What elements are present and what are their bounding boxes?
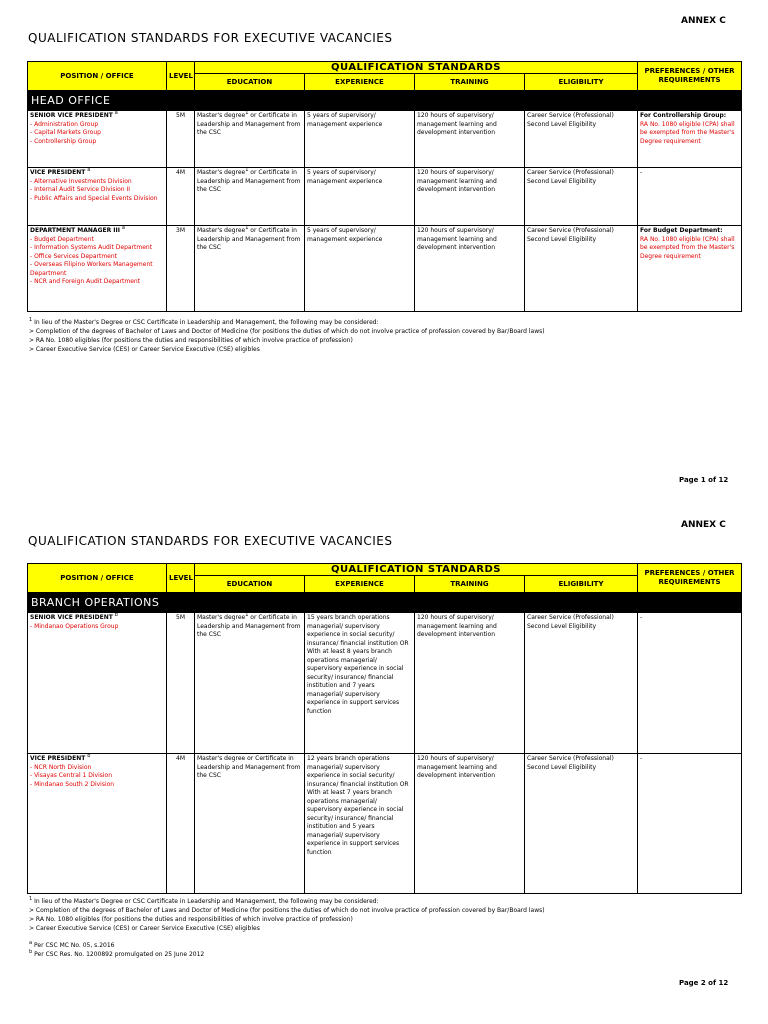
education-cell: Master's degree$^1$ or Certificate in Leadership and Management from the CSC: [195, 226, 305, 312]
preference-title: For Budget Department:: [640, 227, 723, 234]
level-cell: 4M: [167, 168, 195, 226]
training-cell: 120 hours of supervisory/ management learning and development intervention: [415, 168, 525, 226]
header-eligibility: ELIGIBILITY: [525, 74, 638, 91]
position-title: VICE PRESIDENT: [30, 755, 86, 762]
footnote-item: > Completion of the degrees of Bachelor of Laws and Doctor of Medicine (for positions the duties of which do not involve practice of profession covered by Bar/Board laws): [29, 328, 545, 335]
preference-title: -: [640, 169, 643, 176]
footnote-intro: In lieu of the Master's Degree or CSC Certificate in Leadership and Management, the following may be considered:: [34, 319, 379, 326]
eligibility-cell: Career Service (Professional) Second Level Eligibility: [525, 226, 638, 312]
preferences-cell: [638, 168, 742, 226]
header-experience: EXPERIENCE: [305, 576, 415, 593]
preference-title: For Controllership Group:: [640, 112, 727, 119]
footnote-marker: b: [87, 753, 91, 759]
footnote-item: > RA No. 1080 eligibles (for positions the duties and responsibilities of which involve practice of profession): [29, 916, 353, 923]
header-preferences: PREFERENCES / OTHER REQUIREMENTS: [638, 62, 742, 91]
header-level: LEVEL: [167, 62, 195, 91]
preferences-cell: -: [638, 754, 742, 894]
experience-cell: 15 years branch operations managerial/ supervisory experience in social security/ insurance/ financial institution OR With at least 8 years branch operations managerial/ supervisory experience in social security/ insurance/ financial institution and 7 years managerial/ supervisory experience in support services function: [305, 613, 415, 754]
position-cell: [28, 168, 167, 226]
position-title: DEPARTMENT MANAGER III: [30, 227, 120, 234]
footnote-marker: a: [114, 110, 118, 116]
training-cell: 120 hours of supervisory/ management learning and development intervention: [415, 111, 525, 168]
footnote-item: > RA No. 1080 eligibles (for positions the duties and responsibilities of which involve practice of profession): [29, 337, 353, 344]
education-cell: Master's degree or Certificate in Leadership and Management from the CSC: [195, 754, 305, 894]
qualification-table: [27, 61, 742, 312]
footnote-marker: 1: [245, 167, 249, 173]
preferences-cell: [638, 226, 742, 312]
position-cell: [28, 613, 167, 754]
education-cell: Master's degree$^1$ or Certificate in Leadership and Management from the CSC: [195, 111, 305, 168]
office-item: - Visayas Central 1 Division: [30, 772, 113, 779]
eligibility-cell: Career Service (Professional) Second Level Eligibility: [525, 613, 638, 754]
footnote-marker: a: [121, 225, 125, 231]
level-cell: 3M: [167, 226, 195, 312]
header-education: EDUCATION: [195, 74, 305, 91]
footnotes: $^1$ In lieu of the Master's Degree or CSC Certificate in Leadership and Management, the following may be considered: > Completion of the degrees of Bachelor of Laws and Doctor of Medicine (for positions the duties of which do not involve practice of profession covered by Bar/Board laws) > RA No. 1080 eligibles (for positions the duties and responsibilities of which involve practice of profession) > Career Executive Service (CES) or Career Service Executive (CSE) eligibles: [29, 897, 729, 933]
table-row: [28, 226, 742, 312]
training-cell: 120 hours of supervisory/ management learning and development intervention: [415, 226, 525, 312]
header-qualification-standards: QUALIFICATION STANDARDS: [195, 564, 638, 576]
header-experience: EXPERIENCE: [305, 74, 415, 91]
annex-label: ANNEX C: [681, 16, 726, 26]
eligibility-cell: Career Service (Professional) Second Level Eligibility: [525, 168, 638, 226]
header-education: EDUCATION: [195, 576, 305, 593]
level-cell: 4M: [167, 754, 195, 894]
table-row: [28, 111, 742, 168]
position-title: SENIOR VICE PRESIDENT: [30, 112, 113, 119]
office-item: - Administration Group: [30, 120, 99, 128]
qualification-table: [27, 563, 742, 894]
footnote-marker: 1: [245, 225, 249, 231]
section-branch-operations: BRANCH OPERATIONS: [28, 593, 742, 613]
footnote-marker: 1: [245, 612, 249, 618]
header-training: TRAINING: [415, 74, 525, 91]
source-note-a: Per CSC MC No. 05, s.2016: [34, 942, 115, 949]
page-number: Page 2 of 12: [679, 979, 729, 987]
footnote-item: > Career Executive Service (CES) or Career Service Executive (CSE) eligibles: [29, 346, 260, 353]
footnote-item: > Career Executive Service (CES) or Career Service Executive (CSE) eligibles: [29, 925, 260, 932]
footnote-item: > Completion of the degrees of Bachelor of Laws and Doctor of Medicine (for positions the duties of which do not involve practice of profession covered by Bar/Board laws): [29, 907, 545, 914]
office-item: - NCR and Foreign Audit Department: [30, 278, 141, 285]
position-title: VICE PRESIDENT: [30, 169, 86, 176]
header-preferences: PREFERENCES / OTHER REQUIREMENTS: [638, 564, 742, 593]
header-position: POSITION / OFFICE: [28, 564, 167, 593]
office-item: - Budget Department: [30, 235, 94, 243]
footnote-marker: 1: [245, 110, 249, 116]
experience-cell: 5 years of supervisory/ management experience: [305, 111, 415, 168]
table-row: [28, 613, 742, 754]
footnote-marker: a: [87, 167, 91, 173]
position-cell: [28, 111, 167, 168]
header-qualification-standards: QUALIFICATION STANDARDS: [195, 62, 638, 74]
header-position: POSITION / OFFICE: [28, 62, 167, 91]
position-cell: [28, 226, 167, 312]
training-cell: 120 hours of supervisory/ management learning and development intervention: [415, 613, 525, 754]
source-note-b: Per CSC Res. No. 1200892 promulgated on 25 June 2012: [34, 951, 205, 958]
office-item: - Internal Audit Service Division II: [30, 186, 131, 193]
education-cell: Master's degree$^1$ or Certificate in Leadership and Management from the CSC: [195, 613, 305, 754]
header-level: LEVEL: [167, 564, 195, 593]
preference-text: RA No. 1080 eligible (CPA) shall be exempted from the Master's Degree requirement: [640, 235, 735, 260]
office-item: - Mindanao Operations Group: [30, 622, 119, 630]
eligibility-cell: Career Service (Professional) Second Level Eligibility: [525, 111, 638, 168]
page-title: QUALIFICATION STANDARDS FOR EXECUTIVE VACANCIES: [28, 31, 393, 45]
annex-label: ANNEX C: [681, 520, 726, 530]
office-item: - Capital Markets Group: [30, 129, 101, 136]
source-notes: $^a$ Per CSC MC No. 05, s.2016 $^b$ Per CSC Res. No. 1200892 promulgated on 25 June 2012: [29, 940, 205, 958]
preferences-cell: -: [638, 613, 742, 754]
position-cell: [28, 754, 167, 894]
office-item: - Mindanao South 2 Division: [30, 780, 115, 788]
office-item: - Public Affairs and Special Events Division: [30, 194, 158, 202]
experience-cell: 12 years branch operations managerial/ supervisory experience in social security/ insurance/ financial institution OR With at least 7 years branch operations managerial/ supervisory experience in social security/ insurance/ financial institution and 5 years managerial/ supervisory experience in support services function: [305, 754, 415, 894]
level-cell: 5M: [167, 111, 195, 168]
position-title: SENIOR VICE PRESIDENT: [30, 614, 113, 621]
header-eligibility: ELIGIBILITY: [525, 576, 638, 593]
footnotes: $^1$ In lieu of the Master's Degree or CSC Certificate in Leadership and Management, the following may be considered: > Completion of the degrees of Bachelor of Laws and Doctor of Medicine (for positions the duties of which do not involve practice of profession covered by Bar/Board laws) > RA No. 1080 eligibles (for positions the duties and responsibilities of which involve practice of profession) > Career Executive Service (CES) or Career Service Executive (CSE) eligibles: [29, 318, 729, 354]
preference-text: RA No. 1080 eligible (CPA) shall be exempted from the Master's Degree requirement: [640, 120, 735, 145]
preferences-cell: [638, 111, 742, 168]
training-cell: 120 hours of supervisory/ management learning and development intervention: [415, 754, 525, 894]
office-item: - Office Services Department: [30, 252, 118, 260]
table-row: [28, 168, 742, 226]
section-head-office: HEAD OFFICE: [28, 91, 742, 111]
footnote-marker: b: [114, 612, 118, 618]
eligibility-cell: Career Service (Professional) Second Level Eligibility: [525, 754, 638, 894]
table-row: [28, 754, 742, 894]
level-cell: 5M: [167, 613, 195, 754]
page-title: QUALIFICATION STANDARDS FOR EXECUTIVE VACANCIES: [28, 534, 393, 548]
experience-cell: 5 years of supervisory/ management experience: [305, 226, 415, 312]
experience-cell: 5 years of supervisory/ management experience: [305, 168, 415, 226]
header-training: TRAINING: [415, 576, 525, 593]
office-item: - Information Systems Audit Department: [30, 244, 153, 251]
office-item: - Alternative Investments Division: [30, 177, 132, 185]
page-number: Page 1 of 12: [679, 476, 729, 484]
office-item: - Overseas Filipino Workers Management Department: [30, 261, 153, 277]
office-item: - NCR North Division: [30, 763, 92, 771]
footnote-intro: In lieu of the Master's Degree or CSC Certificate in Leadership and Management, the following may be considered:: [34, 898, 379, 905]
education-cell: Master's degree$^1$ or Certificate in Leadership and Management from the CSC: [195, 168, 305, 226]
office-item: - Controllership Group: [30, 137, 97, 145]
